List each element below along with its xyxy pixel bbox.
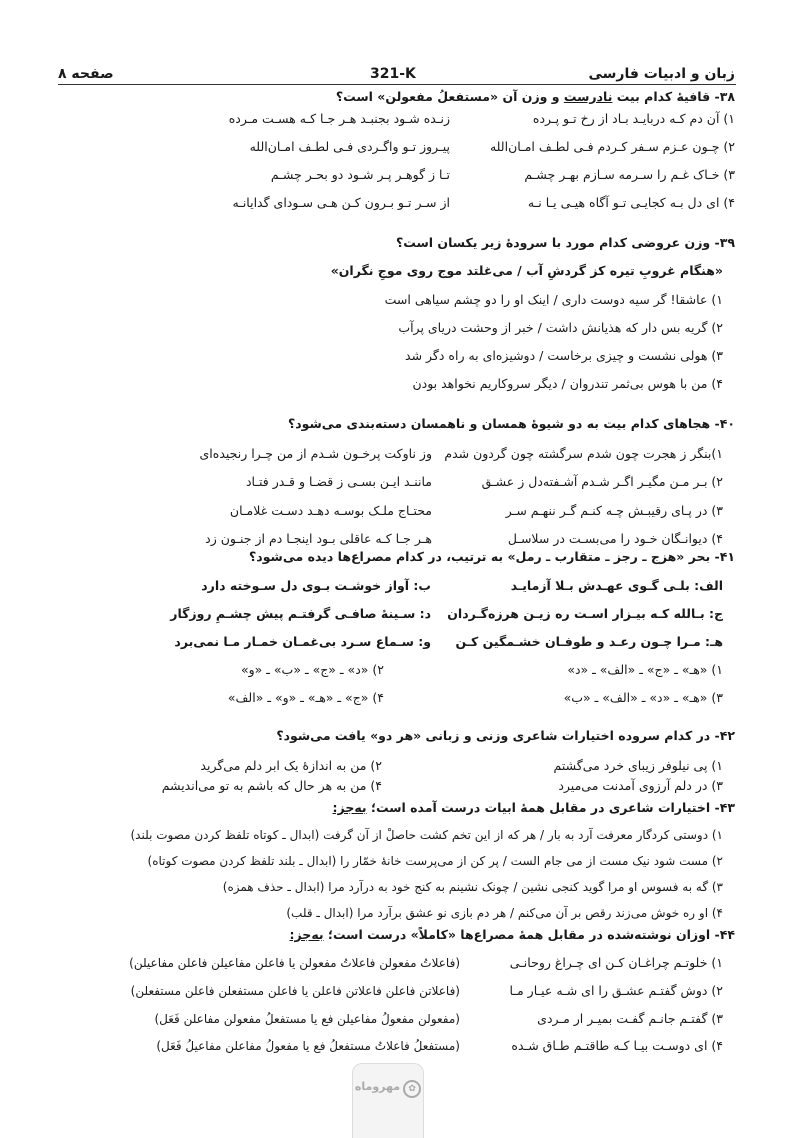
option-41-4: ۴) «ج» ـ «هـ» ـ «و» ـ «الف» <box>227 690 384 705</box>
option-40-3: ۳) در پـای رقیبـش چـه کنـم گـر ننهـم سـر <box>505 503 723 518</box>
option-43-4: ۴) او ره خوش می‌زند رقص بر آن می‌کنم / هر دم بازی نو عشق برآرد مرا (ابدال ـ قلب) <box>286 906 723 920</box>
header-divider <box>58 84 736 85</box>
option-38-4-b: از سـر تـو بـرون کـن هـی سـودای گدایانـه <box>232 195 450 210</box>
option-40-4-b: هـر جـا کـه عاقلی بـود اینجـا دم از جنـون زد <box>205 531 432 546</box>
option-42-1: ۱) پی نیلوفر زیبای خرد می‌گشتم <box>553 758 723 773</box>
question-38-stem: ۳۸- قافیهٔ کدام بیت نادرست و وزن آن «مستفعلُ مفعولن» است؟ <box>335 89 735 104</box>
option-44-1-meter: (فاعلاتُ مفعولن فاعلاتُ مفعولن یا فاعلن مفاعیلن فاعلن مفاعیلن) <box>129 956 460 970</box>
subject-title: زبان و ادبیات فارسی <box>588 66 735 82</box>
question-40-stem: ۴۰- هجاهای کدام بیت به دو شیوهٔ همسان و ناهمسان دسته‌بندی می‌شود؟ <box>287 416 735 431</box>
question-43-stem: ۴۳- اختیارات شاعری در مقابل همهٔ ابیات درست آمده است؛ به‌جز: <box>332 800 735 815</box>
option-38-1-b: زنـده شـود بجنبـد هـر جـا کـه هسـت مـرده <box>228 111 450 126</box>
butterfly-icon: ✿ <box>403 1080 421 1098</box>
verse-41-jim: ج: بـالله کـه بیـزار اسـت ره زیـن هرزه‌گـردان <box>447 606 723 621</box>
option-42-4: ۴) من به هر حال که باشم به تو می‌اندیشم <box>161 778 382 793</box>
publisher-logo <box>352 1063 424 1138</box>
option-40-4: ۴) دیوانـگان خـود را می‌بسـت در سلاسـل <box>507 531 723 546</box>
option-44-2-meter: (فاعلاتن فاعلن فاعلاتن فاعلن یا فاعلن مستفعلن فاعلن مستفعلن) <box>130 984 460 998</box>
option-44-2: ۲) دوش گفتـم عشـق را ای شـه عیـار مـا <box>509 983 723 998</box>
option-43-1: ۱) دوستی کردگار معرفت آرد به بار / هر که از این تخم کشت حاصلْ از آن گرفت (ابدال ـ کوتاه تلفظ کردن مصوت بلند) <box>130 828 723 842</box>
option-41-1: ۱) «هـ» ـ «ج» ـ «الف» ـ «د» <box>567 662 723 677</box>
exam-code: 321-K <box>370 66 416 82</box>
option-40-2: ۲) بـر مـن مگیـر اگـر شـدم آشـفته‌دل ز عشـق <box>481 474 723 489</box>
option-38-1: ۱) آن دم کـه دربایـد بـاد از رخ تـو پـرده <box>532 111 735 126</box>
option-43-3: ۳) گه به فسوس او مرا گوید کنجی نشین / چونک نشینم به کنج خود به درآرد مرا (ابدال ـ حذف همزه) <box>222 880 723 894</box>
option-44-4-meter: (مستفعلُ فاعلاتُ مستفعلُ فع یا مفعولُ مفاعلن مفاعیلُ فَعَل) <box>156 1039 460 1053</box>
verse-41-alef: الف: بلـی گـوی عهـدش بـلا آزمایـد <box>510 578 723 593</box>
question-39-quote: «هنگام غروبِ تیره کز گردشِ آب / می‌غلتد موج روی موجِ نگران» <box>330 263 723 278</box>
option-42-3: ۳) در دلم آرزوی آمدنت می‌میرد <box>558 778 723 793</box>
option-38-3: ۳) خـاک غـم را سـرمه سـازم بهـر چشـم <box>524 167 735 182</box>
verse-41-be: ب: آواز خوشـت بـوی دل سـوخته دارد <box>201 578 431 593</box>
option-40-1: ۱)بنگر ز هجرت چون شدم سرگشته چون گردون شدم <box>444 446 723 461</box>
option-44-3-meter: (مفعولن مفعولُ مفاعیلن فع یا مستفعلُ مفعولن مفاعلن فَعَل) <box>154 1012 460 1026</box>
logo-text: مهروماه <box>354 1080 401 1093</box>
option-43-2: ۲) مست شود نیک مست از می جام الست / پر کن از می‌پرست خانهٔ خمّار را (ابدال ـ بلند تلفظ کردن مصوت کوتاه) <box>147 854 723 868</box>
option-41-3: ۳) «هـ» ـ «د» ـ «الف» ـ «ب» <box>563 690 723 705</box>
option-39-4: ۴) من با هوس بی‌ثمر تندروان / دیگر سروکاریم نخواهد بودن <box>412 376 723 391</box>
option-40-3-b: محتـاج ملـک بوسـه دهـد دسـت غلامـان <box>229 503 432 518</box>
option-39-3: ۳) هولی نشست و چیزی برخاست / دوشیزه‌ای به راه دگر شد <box>405 348 723 363</box>
page-number: صفحه ۸ <box>58 66 114 82</box>
option-40-2-b: ماننـد ایـن بسـی ز قضـا و قـدر فتـاد <box>245 474 432 489</box>
option-44-3: ۳) گفتـم جانـم گفـت بمیـر ار مـردی <box>537 1011 723 1026</box>
option-40-1-b: وز ناوکت پرخـون شـدم از من چـرا رنجیده‌ای <box>199 446 432 461</box>
verse-41-vav: و: سـماع سـرد بی‌غمـان خمـار مـا نمی‌برد <box>174 634 431 649</box>
option-38-3-b: تـا ز گوهـر پـر شـود دو بحـر چشـم <box>270 167 450 182</box>
option-38-4: ۴) ای دل بـه کجایـی تـو آگاه هیـی یـا نـه <box>527 195 735 210</box>
option-41-2: ۲) «د» ـ «ج» ـ «ب» ـ «و» <box>240 662 384 677</box>
option-39-2: ۲) گریه بس دار که هذیانش داشت / خبر از وحشت دریای پرآب <box>398 320 723 335</box>
option-44-1: ۱) خلوتـم چراغـان کـن ای چـراغ روحانـی <box>509 955 723 970</box>
option-38-2: ۲) چـون عـزم سـفر کـردم فـی لطـف امـان‌الله <box>489 139 735 154</box>
verse-41-he: هـ: مـرا چـون رعـد و طوفـان خشـمگین کـن <box>455 634 723 649</box>
option-38-2-b: پیـروز تـو واگـردی فـی لطـف امـان‌الله <box>249 139 450 154</box>
question-39-stem: ۳۹- وزن عروضی کدام مورد با سرودهٔ زیر یکسان است؟ <box>396 235 735 250</box>
question-42-stem: ۴۲- در کدام سروده اختیارات شاعری وزنی و زبانی «هر دو» یافت می‌شود؟ <box>276 728 735 743</box>
question-41-stem: ۴۱- بحر «هزج ـ رجز ـ متقارب ـ رمل» به ترتیب، در کدام مصراع‌ها دیده می‌شود؟ <box>249 549 735 564</box>
option-44-4: ۴) ای دوسـت بیـا کـه طاقتـم طـاق شـده <box>511 1038 723 1053</box>
option-42-2: ۲) من به اندازهٔ یک ابر دلم می‌گرید <box>200 758 382 773</box>
question-44-stem: ۴۴- اوزان نوشته‌شده در مقابل همهٔ مصراع‌ها «کاملاً» درست است؛ به‌جز: <box>289 927 735 942</box>
option-39-1: ۱) عاشقا! گر سیه دوست داری / اینک او را دو چشم سیاهی است <box>384 292 723 307</box>
verse-41-dal: د: سـینهٔ صافـی گرفتـم پیش چشـمِ روزگار <box>170 606 431 621</box>
